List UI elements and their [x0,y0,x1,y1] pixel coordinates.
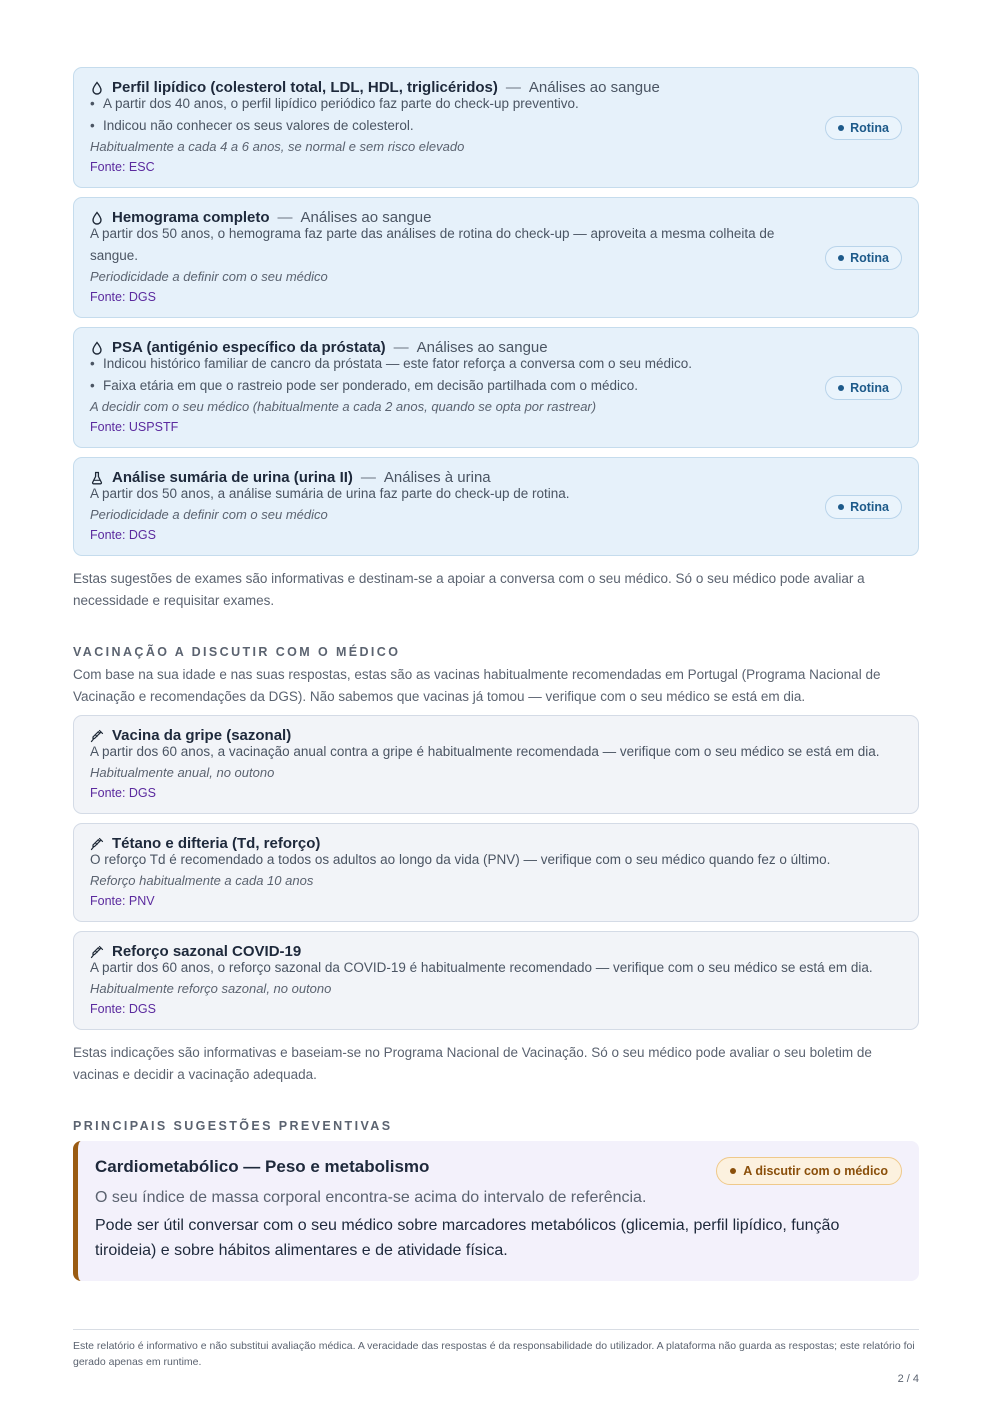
badge-dot-icon [838,125,844,131]
report-page [73,67,919,1281]
vaccination-section-title: VACINAÇÃO A DISCUTIR COM O MÉDICO [73,645,401,659]
vaccine-card-tetanus [73,823,919,922]
exam-source: Fonte: DGS [90,290,156,304]
exams-note: Estas sugestões de exames são informativas e destinam-se a apoiar a conversa com o seu médico. Só o seu médico pode avaliar a necessidade e requisitar exames. [73,571,865,608]
exam-title: PSA (antigénio específico da próstata) [112,339,386,356]
vaccine-source: Fonte: DGS [90,1002,156,1016]
page-footer [73,1329,919,1385]
vaccination-intro: Com base na sua idade e nas suas respostas, estas são as vacinas habitualmente recomendadas em Portugal (Programa Nacional de Vacinação e recomendações da DGS). Não sabemos que vacinas já tomou — verifique com o seu médico se está em dia. [73,667,881,704]
vaccine-description: A partir dos 60 anos, a vacinação anual contra a gripe é habitualmente recomendada — verifique com o seu médico se está em dia. [90,744,880,759]
vaccine-title: Vacina da gripe (sazonal) [112,727,292,744]
exam-card-blood-count [73,197,919,318]
exam-category: Análises ao sangue [300,209,432,226]
title-separator: — [360,469,376,486]
preventive-card-text: Pode ser útil conversar com o seu médico sobre marcadores metabólicos (glicemia, perfil lipídico, função tiroideia) e sobre hábitos alimentares e de atividade física. [95,1217,840,1259]
vaccine-source: Fonte: PNV [90,894,155,908]
exam-category: Análises à urina [383,469,491,486]
preventive-section-title: PRINCIPAIS SUGESTÕES PREVENTIVAS [73,1119,393,1133]
exam-source: Fonte: DGS [90,528,156,542]
exam-bullet: • Faixa etária em que o rastreio pode ser ponderado, em decisão partilhada com o médico. [90,378,639,393]
title-separator: — [505,79,521,96]
exam-title: Análise sumária de urina (urina II) [112,469,353,486]
exam-source: Fonte: ESC [90,160,155,174]
exam-card-psa [73,327,919,448]
vaccine-title: Tétano e difteria (Td, reforço) [112,835,321,852]
exam-card-urinalysis [73,457,919,556]
exam-category: Análises ao sangue [528,79,660,96]
preventive-card-subtitle: O seu índice de massa corporal encontra-se acima do intervalo de referência. [95,1189,647,1206]
exam-description: A partir dos 50 anos, a análise sumária de urina faz parte do check-up de rotina. [90,486,570,501]
vaccine-title: Reforço sazonal COVID-19 [112,943,302,960]
vaccine-frequency: Habitualmente anual, no outono [90,765,275,780]
vaccine-card-flu [73,715,919,814]
badge-dot-icon [838,255,844,261]
exam-description: A partir dos 50 anos, o hemograma faz parte das análises de rotina do check-up — aproveita a mesma colheita de sangue. [90,226,775,263]
badge-dot-icon [838,504,844,510]
vaccination-note: Estas indicações são informativas e baseiam-se no Programa Nacional de Vacinação. Só o seu médico pode avaliar o seu boletim de vacinas e decidir a vacinação adequada. [73,1045,872,1082]
vaccine-card-covid [73,931,919,1030]
exam-title: Perfil lipídico (colesterol total, LDL, HDL, triglicéridos) [112,79,498,96]
exam-bullet: • A partir dos 40 anos, o perfil lipídico periódico faz parte do check-up preventivo. [90,96,579,111]
exam-bullet: • Indicou não conhecer os seus valores de colesterol. [90,118,414,133]
exam-frequency: A decidir com o seu médico (habitualmente a cada 2 anos, quando se opta por rastrear) [90,399,597,414]
page-number: 2 / 4 [897,1373,919,1385]
badge-dot-icon [838,385,844,391]
title-separator: — [277,209,293,226]
footer-disclaimer: Este relatório é informativo e não substitui avaliação médica. A veracidade das respostas é da responsabilidade do utilizador. A plataforma não guarda as respostas; este relatório foi gerado apenas em runtime. [73,1340,915,1368]
vaccine-description: A partir dos 60 anos, o reforço sazonal da COVID-19 é habitualmente recomendado — verifique com o seu médico se está em dia. [90,960,873,975]
status-badge: Rotina [825,495,902,519]
status-badge: Rotina [825,116,902,140]
exam-card-lipid-profile [73,67,919,188]
status-badge: Rotina [825,376,902,400]
vaccine-description: O reforço Td é recomendado a todos os adultos ao longo da vida (PNV) — verifique com o seu médico quando fez o último. [90,852,831,867]
preventive-card-cardiometabolic [73,1141,919,1281]
vaccine-frequency: Habitualmente reforço sazonal, no outono [90,981,332,996]
discuss-badge: A discutir com o médico [716,1157,902,1185]
title-separator: — [393,339,409,356]
exam-source: Fonte: USPSTF [90,420,179,434]
exam-frequency: Periodicidade a definir com o seu médico [90,507,328,522]
badge-dot-icon [730,1168,736,1174]
exam-title: Hemograma completo [112,209,270,226]
exam-bullet: • Indicou histórico familiar de cancro da próstata — este fator reforça a conversa com o seu médico. [90,356,693,371]
vaccine-source: Fonte: DGS [90,786,156,800]
vaccine-frequency: Reforço habitualmente a cada 10 anos [90,873,314,888]
exam-category: Análises ao sangue [416,339,548,356]
exam-frequency: Periodicidade a definir com o seu médico [90,269,328,284]
exam-frequency: Habitualmente a cada 4 a 6 anos, se normal e sem risco elevado [90,139,465,154]
preventive-card-title: Cardiometabólico — Peso e metabolismo [95,1157,430,1176]
status-badge: Rotina [825,246,902,270]
